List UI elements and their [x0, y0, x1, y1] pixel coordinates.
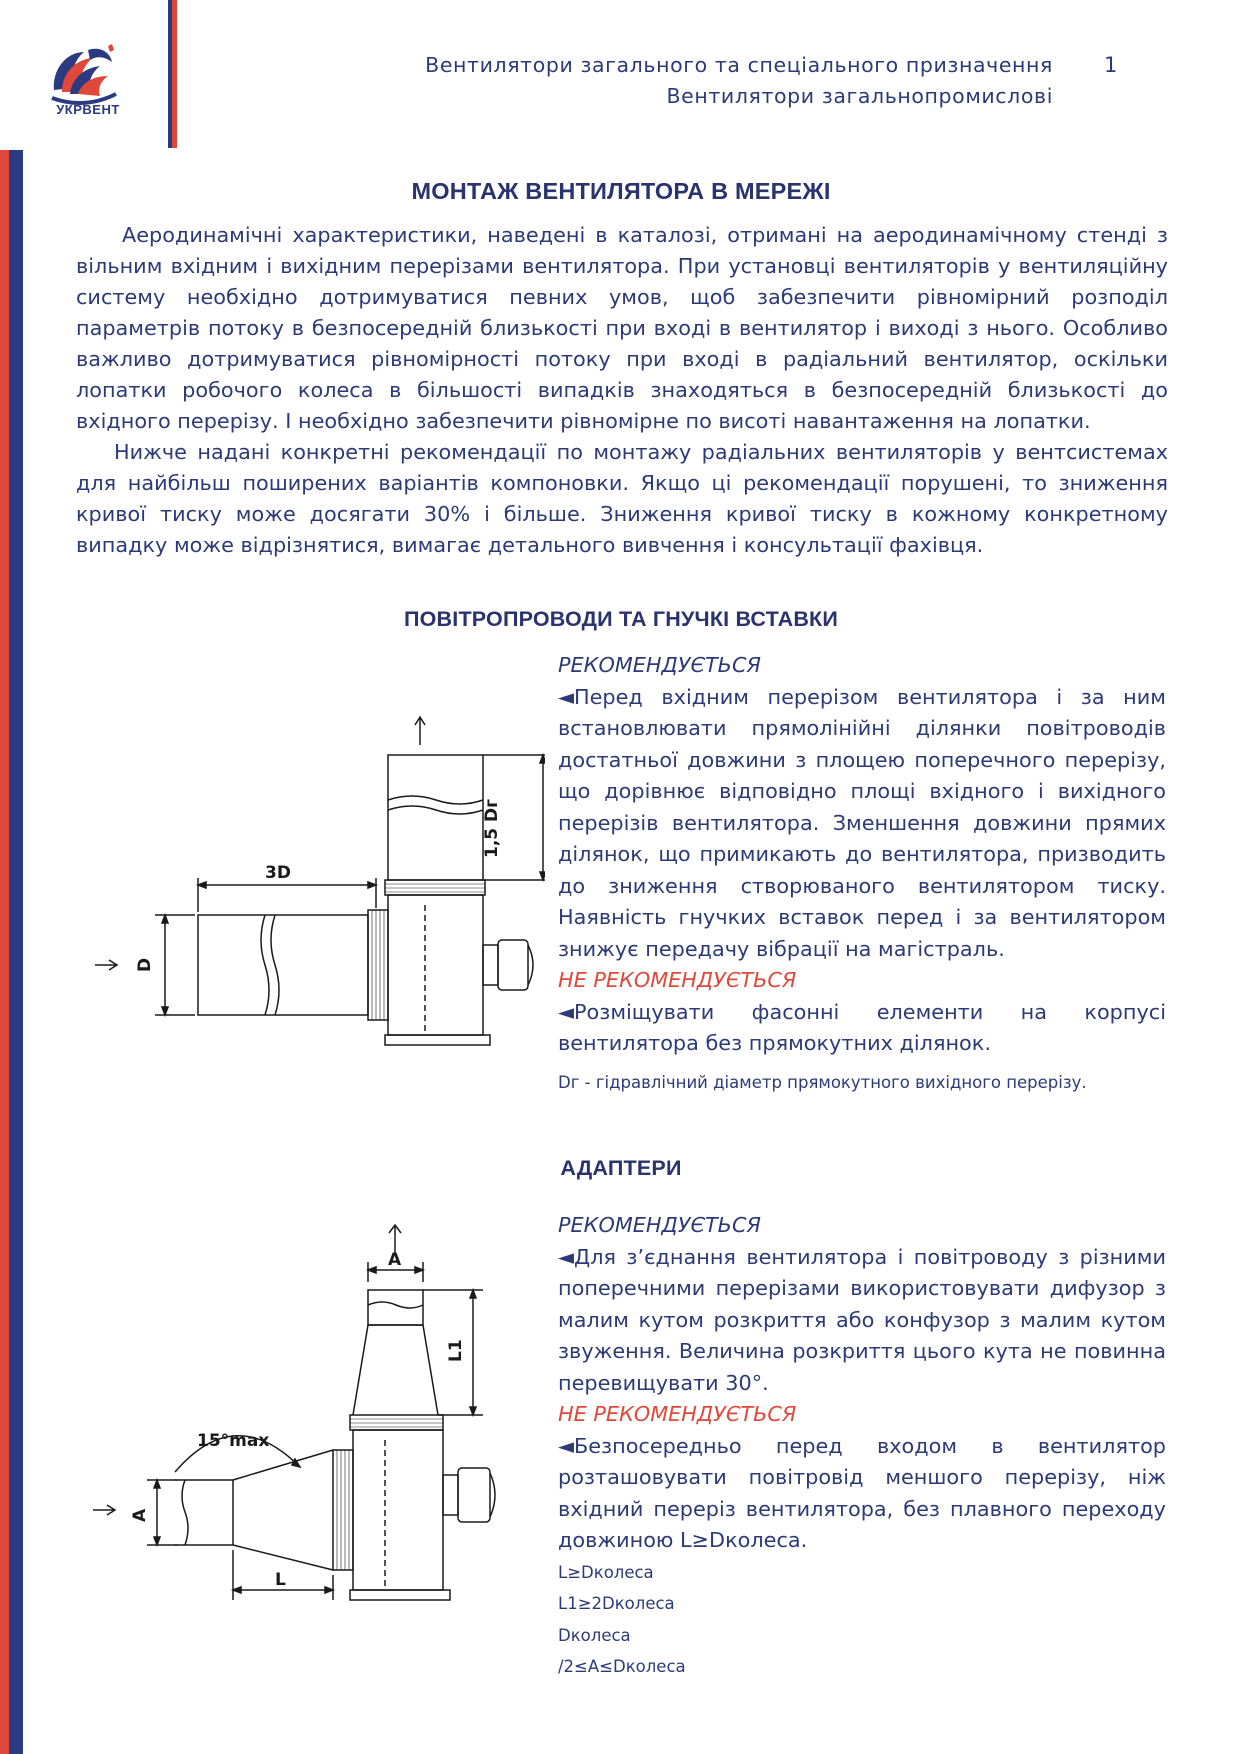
intro-paragraph-2: Нижче надані конкретні рекомендації по монтажу радіальних вентиляторів у вентсистемах для найбільш поширених варіантів компоновки. Якщо ці рекомендації порушені, то зниження кривої тиску може досягати 30% і більше. Зниження кривої тиску в кожному конкретному випадку може відрізнятися, вимагає детального вивчення і консультації фахівця. [76, 440, 1168, 557]
inlet-arrow-icon [95, 960, 117, 970]
left-stripe-red [0, 150, 9, 1754]
section-title-ducts: ПОВІТРОПРОВОДИ ТА ГНУЧКІ ВСТАВКИ [403, 607, 839, 631]
dim-a-top-label: A [388, 1250, 402, 1270]
page-title: МОНТАЖ ВЕНТИЛЯТОРА В МЕРЕЖІ [411, 178, 831, 204]
left-stripe-navy [9, 150, 23, 1754]
dim-a-side-label: A [130, 1508, 150, 1522]
duct-installation-diagram [85, 710, 545, 1070]
section1-not-recommended-label: НЕ РЕКОМЕНДУЄТЬСЯ [558, 968, 797, 992]
intro-paragraph-1: Аеродинамічні характеристики, наведені в каталозі, отримані на аеродинамічному стенді з вільним вхідним і вихідним перерізами вентилятора. При установці вентиляторів у вентиляційну систему необхідно дотримуватися певних умов, щоб забезпечити рівномірний розподіл параметрів потоку в безпосередній близькості при вході в вентилятор і виході з нього. Особливо важливо дотримуватися рівномірності потоку при вході в радіальний вентилятор, оскільки лопатки робочого колеса в більшості випадків знаходяться в безпосередній близькості до вхідного перерізу. І необхідно забезпечити рівномірне по висоті навантаження на лопатки. [76, 223, 1168, 433]
dim-outlet-label: 1,5 Dг [482, 798, 502, 858]
outlet-arrow-icon [415, 717, 425, 745]
header-line-1: Вентилятори загального та спеціального призначення [425, 53, 1053, 77]
header-line-2: Вентилятори загальнопромислові [666, 84, 1053, 108]
adapter-inlet-arrow-icon [93, 1505, 115, 1515]
section1-recommended-label: РЕКОМЕНДУЄТЬСЯ [558, 653, 761, 677]
dim-3d-label: 3D [265, 863, 291, 883]
section1-recommended-text: ◄Перед вхідним перерізом вентилятора і за ним встановлювати прямолінійні ділянки повітроводів достатньої довжини з площею поперечного перерізу, що дорівнює відповідно площі вхідного і вихідного перерізів вентилятора. Зменшення довжини прямих ділянок, що примикають до вентилятора, призводить до зниження створюваного вентилятором тиску. Наявність гнучких вставок перед і за вентилятором знижує передачу вібрації на магістраль. [558, 684, 1166, 961]
section1-not-recommended-text: ◄Розміщувати фасонні елементи на корпусі вентилятора без прямокутних ділянок. [558, 999, 1166, 1055]
dim-d-label: D [135, 957, 155, 972]
section2-recommended-text: ◄Для з’єднання вентилятора і повітроводу з різними поперечними перерізами використовувати дифузор з малим кутом розкриття або конфузор з малим кутом звуження. Величина розкриття цього кута не повинна перевищувати 30°. [558, 1244, 1166, 1395]
formula-2: L1≥2Dколеса [558, 1594, 675, 1613]
section2-text [558, 1210, 1166, 1683]
section1-text [558, 650, 1166, 1060]
section-title-adapters: АДАПТЕРИ [560, 1156, 682, 1180]
section2-recommended-label: РЕКОМЕНДУЄТЬСЯ [558, 1213, 761, 1237]
page-number: 1 [1104, 53, 1118, 77]
dim-l-label: L [275, 1570, 286, 1590]
section2-not-recommended-label: НЕ РЕКОМЕНДУЄТЬСЯ [558, 1402, 797, 1426]
formula-3: Dколеса [558, 1625, 631, 1645]
formula-1: L≥Dколеса [558, 1562, 654, 1582]
header-divider-red [172, 0, 177, 148]
adapter-installation-diagram [85, 1210, 545, 1630]
dim-l1-label: L1 [446, 1339, 466, 1362]
section2-not-recommended-text: ◄Безпосередньо перед входом в вентилятор розташовувати повітровід меншого перерізу, ніж вхідний переріз вентилятора, без плавного переходу довжиною L≥Dколеса. [558, 1433, 1166, 1552]
formula-4: /2≤A≤Dколеса [558, 1657, 686, 1676]
section1-note: Dг - гідравлічний діаметр прямокутного вихідного перерізу. [558, 1073, 1087, 1092]
angle-label: 15°max [197, 1431, 270, 1451]
brand-logo-text: УКРВЕНТ [56, 102, 120, 117]
